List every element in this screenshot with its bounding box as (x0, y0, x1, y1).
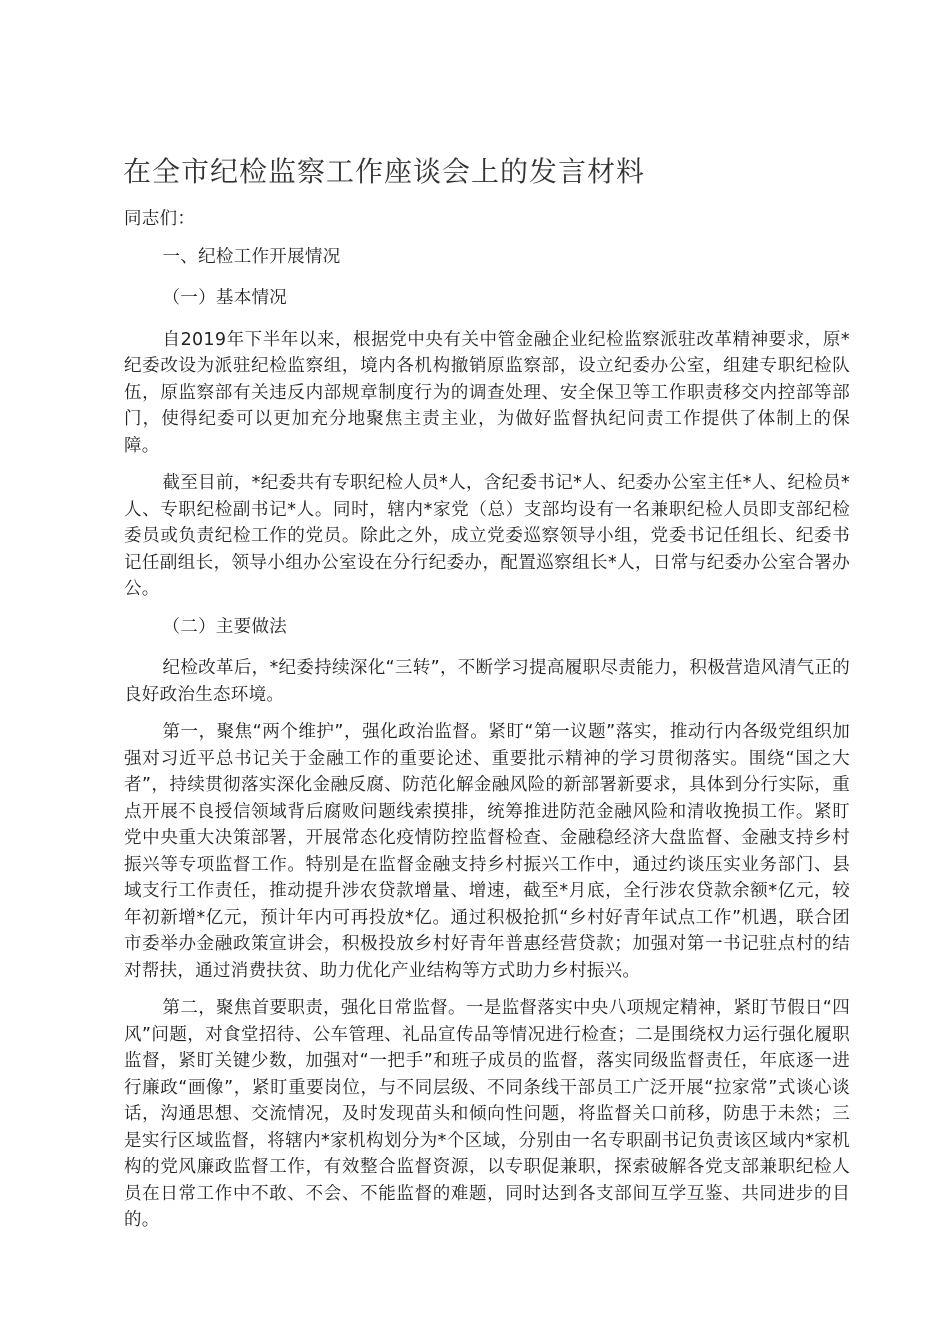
paragraph-2: 截至目前，*纪委共有专职纪检人员*人，含纪委书记*人、纪委办公室主任*人、纪检员*人、专职纪检副书记*人。同时，辖内*家党（总）支部均设有一名兼职纪检人员即支部纪检委员或负责纪检工作的党员。除此之外，成立党委巡察领导小组，党委书记任组长、纪委书记任副组长，领导小组办公室设在分行纪委办，配置巡察组长*人，日常与纪委办公室合署办公。 (124, 473, 850, 599)
paragraph-4: 第一，聚焦“两个维护”，强化政治监督。紧盯“第一议题”落实，推动行内各级党组织加强对习近平总书记关于金融工作的重要论述、重要批示精神的学习贯彻落实。围绕“国之大者”，持续贯彻落实深化金融反腐、防范化解金融风险的新部署新要求，具体到分行实际，重点开展不良授信领域背后腐败问题线索摸排，统筹推进防范金融风险和清收挽损工作。紧盯党中央重大决策部署，开展常态化疫情防控监督检查、金融稳经济大盘监督、金融支持乡村振兴等专项监督工作。特别是在监督金融支持乡村振兴工作中，通过约谈压实业务部门、县域支行工作责任，推动提升涉农贷款增量、增速，截至*月底，全行涉农贷款余额*亿元，较年初新增*亿元，预计年内可再投放*亿。通过积极抢抓“乡村好青年试点工作”机遇，联合团市委举办金融政策宣讲会，积极投放乡村好青年普惠经营贷款；加强对第一书记驻点村的结对帮扶，通过消费扶贫、助力优化产业结构等方式助力乡村振兴。 (124, 722, 850, 981)
paragraph-1: 自2019年下半年以来，根据党中央有关中管金融企业纪检监察派驻改革精神要求，原*纪委改设为派驻纪检监察组，境内各机构撤销原监察部，设立纪委办公室，组建专职纪检队伍，原监察部有关违反内部规章制度行为的调查处理、安全保卫等工作职责移交内控部等部门，使得纪委可以更加充分地聚焦主责主业，为做好监督执纪问责工作提供了体制上的保障。 (124, 329, 850, 456)
document-body (124, 206, 850, 1245)
subsection-heading-1: （一）基本情况 (162, 288, 288, 308)
paragraph-3: 纪检改革后，*纪委持续深化“三转”，不断学习提高履职尽责能力，积极营造风清气正的良好政治生态环境。 (124, 658, 850, 705)
paragraph-5: 第二，聚焦首要职责，强化日常监督。一是监督落实中央八项规定精神，紧盯节假日“四风”问题，对食堂招待、公车管理、礼品宣传品等情况进行检查；二是围绕权力运行强化履职监督，紧盯关键少数，加强对“一把手”和班子成员的监督，落实同级监督责任，年底逐一进行廉政“画像”，紧盯重要岗位，与不同层级、不同条线干部员工广泛开展“拉家常”式谈心谈话，沟通思想、交流情况，及时发现苗头和倾向性问题，将监督关口前移，防患于未然；三是实行区域监督，将辖内*家机构划分为*个区域，分别由一名专职副书记负责该区域内*家机构的党风廉政监督工作，有效整合监督资源，以专职促兼职，探索破解各党支部兼职纪检人员在日常工作中不敢、不会、不能监督的难题，同时达到各支部间互学互鉴、共同进步的目的。 (124, 998, 850, 1230)
subsection-heading-2: （二）主要做法 (162, 616, 288, 637)
section-heading-1: 一、纪检工作开展情况 (162, 246, 341, 267)
salutation: 同志们： (124, 209, 196, 229)
document-title: 在全市纪检监察工作座谈会上的发言材料 (123, 155, 646, 188)
